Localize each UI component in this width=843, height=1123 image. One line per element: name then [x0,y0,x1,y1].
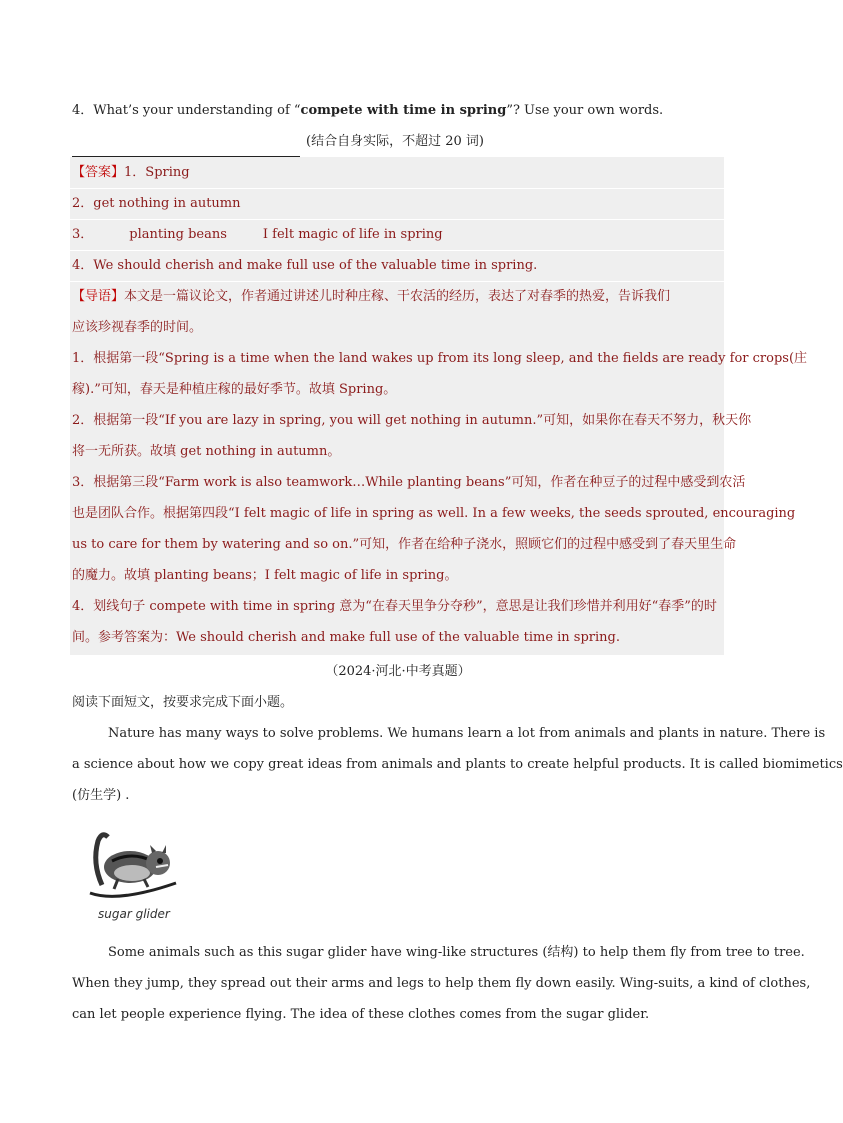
answer-3-part-2: I felt magic of life in spring [262,227,443,242]
question-number: 4． [72,103,94,118]
passage-p2-line-2: When they jump, they spread out their arms and legs to help them fly down easily. Wing-suits, a kind of clothes, [72,976,811,991]
answer-4: 4．We should cherish and make full use of the valuable time in spring. [72,258,538,273]
passage-p1-line-3: (仿生学) . [72,788,130,803]
answer-1 [72,157,722,188]
answer-1-text: 1．Spring [124,165,190,180]
passage-p2-line-1: Some animals such as this sugar glider have wing-like structures (结构) to help them fly from tree to tree. [108,945,805,960]
answer-3-number: 3． [72,227,94,242]
guide-text: 本文是一篇议论文，作者通过讲述儿时种庄稼、干农活的经历，表达了对春季的热爱，告诉我们 [124,289,671,304]
answer-hint: (结合自身实际，不超过 20 词) [306,134,484,149]
explanation-2-line-1: 2．根据第一段“If you are lazy in spring, you will get nothing in autumn.”可知，如果你在春天不努力，秋天你 [72,413,752,428]
question-suffix: ”? Use your own words. [506,103,664,118]
explanation-4-line-2: 间。参考答案为：We should cherish and make full use of the valuable time in spring. [72,630,620,645]
guide-line-1 [72,281,722,312]
explanation-2-line-2: 将一无所获。故填 get nothing in autumn。 [72,444,341,459]
explanation-3-line-2: 也是团队合作。根据第四段“I felt magic of life in spring as well. In a few weeks, the seeds sprouted, encouraging [72,506,796,521]
question-key-phrase: compete with time in spring [300,103,507,118]
guide-line-2: 应该珍视春季的时间。 [72,320,203,335]
explanation-3-line-4: 的魔力。故填 planting beans；I felt magic of life in spring。 [72,568,458,583]
explanation-4-line-1: 4．划线句子 compete with time in spring 意为“在春天里争分夺秒”，意思是让我们珍惜并利用好“春季”的时 [72,599,717,614]
sugar-glider-image [88,823,178,907]
answer-3 [72,219,722,250]
question-4 [72,95,724,126]
explanation-1-line-1: 1．根据第一段“Spring is a time when the land wakes up from its long sleep, and the fields are ready for crops(庄 [72,351,808,366]
source-line: （2024·河北·中考真题） [325,664,471,679]
answer-3-part-1: planting beans [129,227,227,242]
answer-blank[interactable] [72,136,300,157]
answer-explanation-block [70,157,808,655]
passage-p2-line-3: can let people experience flying. The idea of these clothes comes from the sugar glider. [72,1007,650,1022]
explanation-1-line-2: 稼).”可知，春天是种植庄稼的最好季节。故填 Spring。 [72,382,397,397]
sugar-glider-figure [88,823,178,923]
figure-caption: sugar glider [98,907,170,921]
guide-label: 【导语】 [72,289,125,304]
explanation-3-line-3: us to care for them by watering and so on.”可知，作者在给种子浇水，照顾它们的过程中感受到了春天里生命 [72,537,737,552]
passage-p1-line-2: a science about how we copy great ideas from animals and plants to create helpful products. It is called biomimetics [72,757,843,772]
passage-p1-line-1: Nature has many ways to solve problems. We humans learn a lot from animals and plants in nature. There is [108,726,826,741]
answer-label: 【答案】 [72,165,125,180]
answer-2: 2．get nothing in autumn [72,196,241,211]
answer-blank-line [72,126,724,157]
question-prefix: What’s your understanding of “ [93,103,301,118]
explanation-3-line-1: 3．根据第三段“Farm work is also teamwork…While planting beans”可知，作者在种豆子的过程中感受到农活 [72,475,746,490]
instruction-line: 阅读下面短文，按要求完成下面小题。 [72,695,294,710]
